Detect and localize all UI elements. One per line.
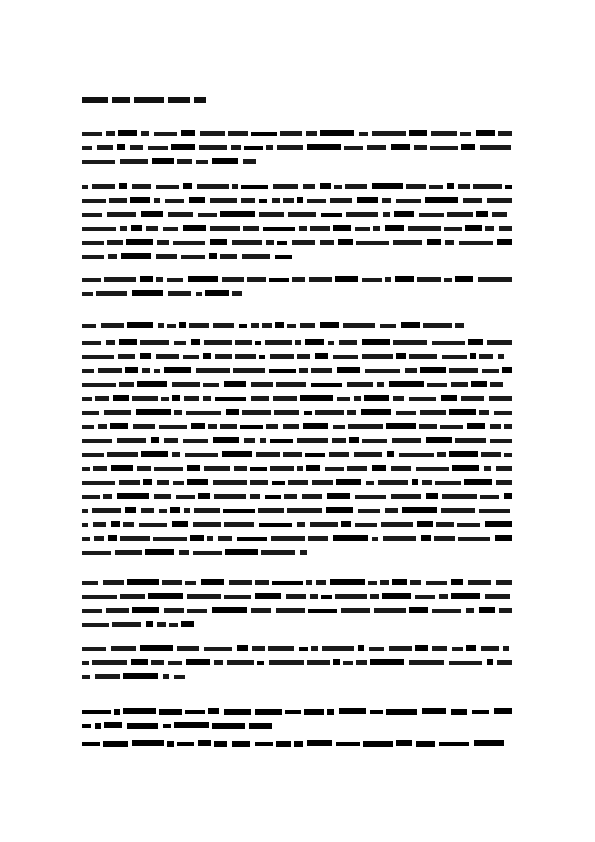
text-line [82,594,512,600]
paragraph [82,277,512,297]
text-line [82,522,512,528]
text-line [82,382,512,388]
text-line [82,396,512,402]
paragraph [82,184,512,260]
text-line [82,424,512,430]
paragraph [82,580,512,628]
text-line [82,550,512,556]
text-line [82,159,512,165]
text-line [82,254,512,260]
text-line [82,741,512,747]
text-line [82,277,512,283]
paragraph [82,340,512,556]
text-line [82,466,512,472]
text-line [82,354,512,360]
text-line [82,622,512,628]
text-line [82,291,512,297]
text-line [82,508,512,514]
text-line [82,323,512,329]
text-line [82,340,512,346]
text-line [82,240,512,246]
text-line [82,438,512,444]
text-line [82,494,512,500]
text-line [82,646,512,652]
paragraph [82,131,512,165]
text-line [82,452,512,458]
text-line [82,184,512,190]
text-line [82,536,512,542]
text-line [82,226,512,232]
text-line [82,723,512,729]
text-line [82,131,512,137]
paragraph [82,323,512,329]
paragraph [82,646,512,680]
text-line [82,145,512,151]
text-line [82,660,512,666]
text-line [82,480,512,486]
text-line [82,368,512,374]
text-line [82,674,512,680]
text-line [82,198,512,204]
paragraph [82,709,512,729]
text-line [82,410,512,416]
text-line [82,608,512,614]
paragraph [82,741,512,747]
text-line [82,580,512,586]
text-line [82,709,512,715]
text-line [82,212,512,218]
